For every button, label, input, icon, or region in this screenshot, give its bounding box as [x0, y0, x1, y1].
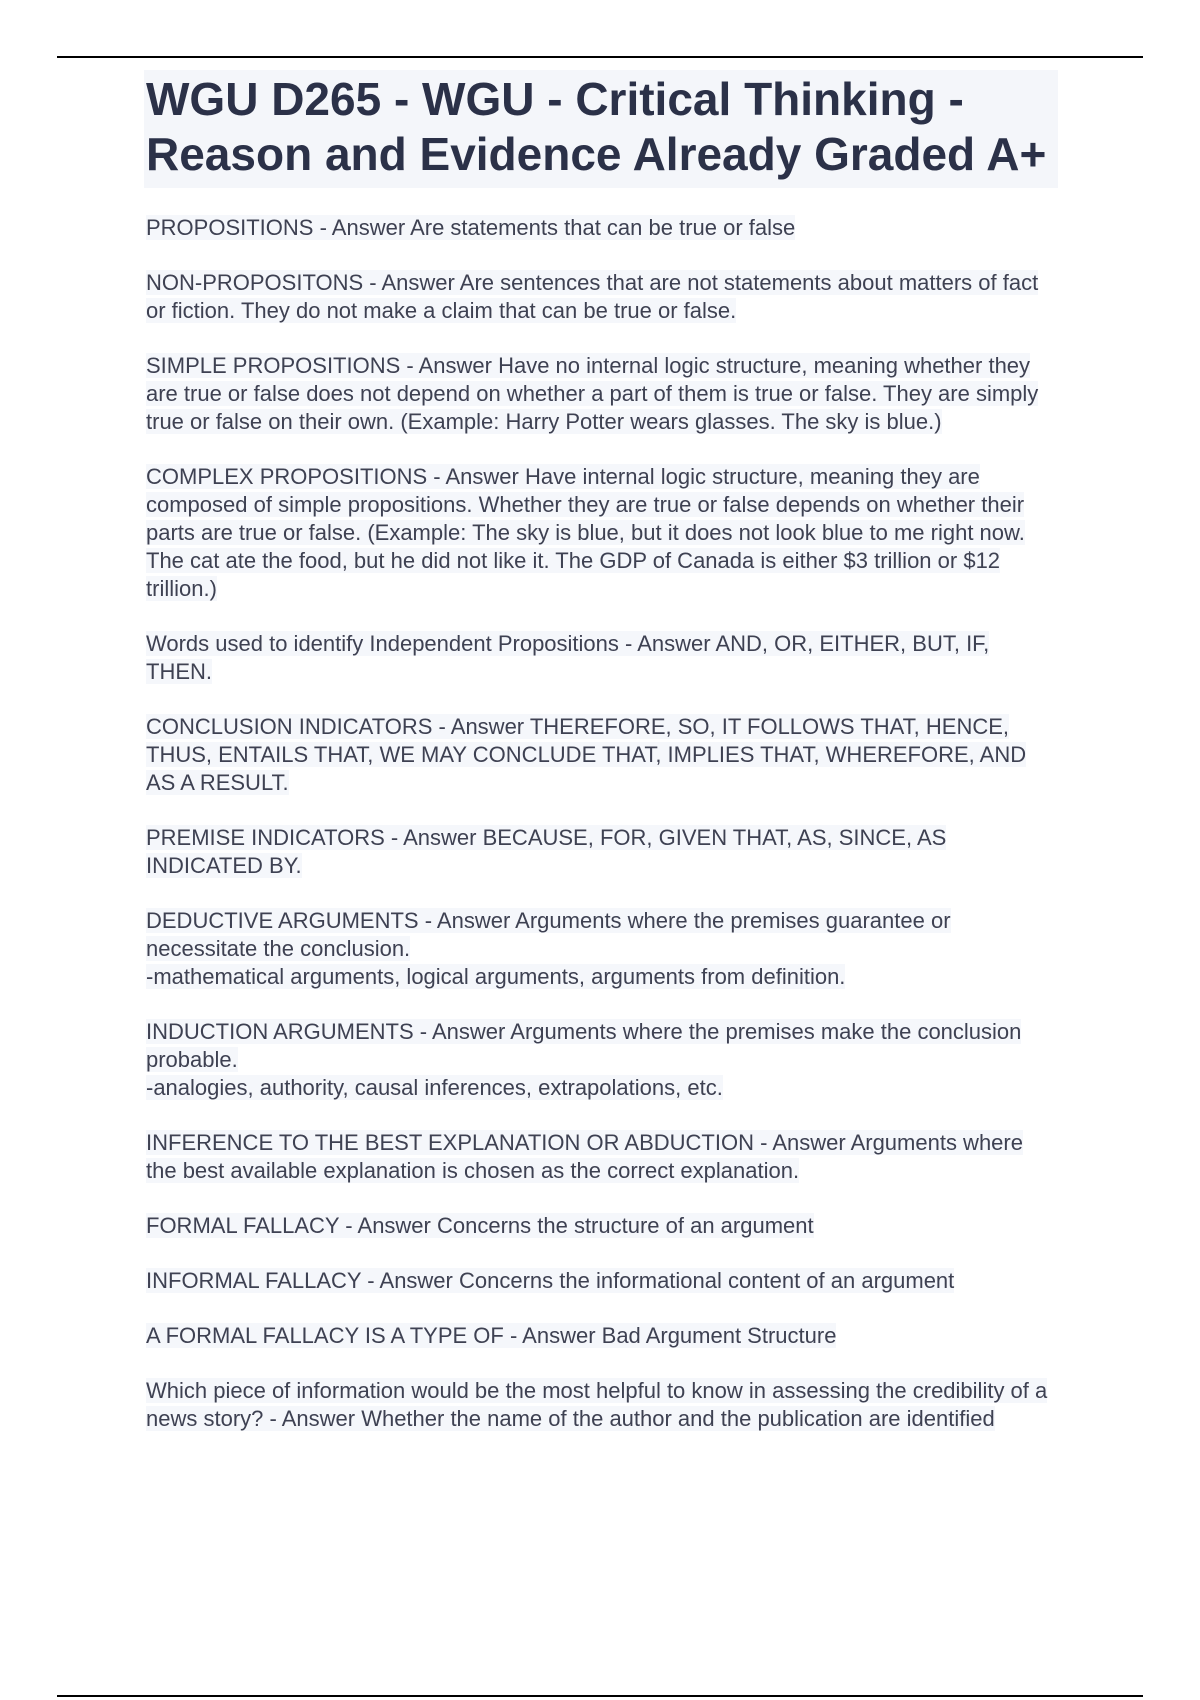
qa-subtext [146, 1074, 1058, 1102]
qa-text [146, 1212, 1058, 1240]
qa-item [146, 1129, 1058, 1185]
qa-text [146, 630, 1058, 686]
qa-item [146, 352, 1058, 436]
qa-text [146, 1377, 1058, 1433]
qa-item [146, 269, 1058, 325]
qa-item [146, 713, 1058, 797]
title-block [144, 70, 1058, 188]
qa-item [146, 1018, 1058, 1102]
qa-text-highlight: PROPOSITIONS - Answer Are statements that can be true or false [146, 215, 796, 240]
qa-text [146, 463, 1058, 603]
qa-text-highlight: Words used to identify Independent Propositions - Answer AND, OR, EITHER, BUT, IF, THEN. [146, 631, 990, 684]
qa-text [146, 1267, 1058, 1295]
qa-item [146, 1212, 1058, 1240]
qa-text-highlight: COMPLEX PROPOSITIONS - Answer Have internal logic structure, meaning they are composed of simple propositions. Whether they are true or false depends on whether their parts are true or false. (Example: The sky is blue, but it does not look blue to me right now. The cat ate the food, but he did not like it. The GDP of Canada is either $3 trillion or $12 trillion.) [146, 464, 1025, 601]
qa-text [146, 824, 1058, 880]
qa-text [146, 214, 1058, 242]
top-rule [57, 56, 1143, 58]
qa-text-highlight: Which piece of information would be the most helpful to know in assessing the credibility of a news story? - Answer Whether the name of the author and the publication are identified [146, 1378, 1048, 1431]
qa-text-highlight: FORMAL FALLACY - Answer Concerns the structure of an argument [146, 1213, 814, 1238]
qa-text-highlight: DEDUCTIVE ARGUMENTS - Answer Arguments where the premises guarantee or necessitate the conclusion. [146, 908, 951, 961]
qa-item [146, 824, 1058, 880]
qa-text [146, 907, 1058, 963]
qa-text-highlight: CONCLUSION INDICATORS - Answer THEREFORE, SO, IT FOLLOWS THAT, HENCE, THUS, ENTAILS THAT, WE MAY CONCLUDE THAT, IMPLIES THAT, WHEREFORE, AND AS A RESULT. [146, 714, 1027, 795]
qa-item [146, 214, 1058, 242]
document-body [146, 70, 1058, 1460]
qa-text-highlight: PREMISE INDICATORS - Answer BECAUSE, FOR, GIVEN THAT, AS, SINCE, AS INDICATED BY. [146, 825, 947, 878]
qa-text-highlight: INFORMAL FALLACY - Answer Concerns the informational content of an argument [146, 1268, 955, 1293]
qa-item [146, 907, 1058, 991]
qa-text-highlight: INFERENCE TO THE BEST EXPLANATION OR ABDUCTION - Answer Arguments where the best available explanation is chosen as the correct explanation. [146, 1130, 1023, 1183]
qa-text [146, 269, 1058, 325]
qa-text [146, 713, 1058, 797]
qa-text-highlight: -analogies, authority, causal inferences, extrapolations, etc. [146, 1075, 723, 1100]
qa-item [146, 1377, 1058, 1433]
qa-list [146, 214, 1058, 1433]
qa-text-highlight: A FORMAL FALLACY IS A TYPE OF - Answer Bad Argument Structure [146, 1323, 837, 1348]
bottom-rule [57, 1695, 1143, 1697]
qa-item [146, 1267, 1058, 1295]
qa-text-highlight: -mathematical arguments, logical arguments, arguments from definition. [146, 964, 846, 989]
qa-item [146, 1322, 1058, 1350]
qa-text [146, 1322, 1058, 1350]
qa-item [146, 630, 1058, 686]
qa-subtext [146, 963, 1058, 991]
qa-item [146, 463, 1058, 603]
qa-text [146, 1018, 1058, 1074]
document-title: WGU D265 - WGU - Critical Thinking - Reason and Evidence Already Graded A+ [146, 73, 1047, 180]
qa-text-highlight: INDUCTION ARGUMENTS - Answer Arguments where the premises make the conclusion probable. [146, 1019, 1022, 1072]
qa-text [146, 1129, 1058, 1185]
qa-text-highlight: NON-PROPOSITONS - Answer Are sentences that are not statements about matters of fact or fiction. They do not make a claim that can be true or false. [146, 270, 1039, 323]
qa-text [146, 352, 1058, 436]
qa-text-highlight: SIMPLE PROPOSITIONS - Answer Have no internal logic structure, meaning whether they are true or false does not depend on whether a part of them is true or false. They are simply true or false on their own. (Example: Harry Potter wears glasses. The sky is blue.) [146, 353, 1039, 434]
